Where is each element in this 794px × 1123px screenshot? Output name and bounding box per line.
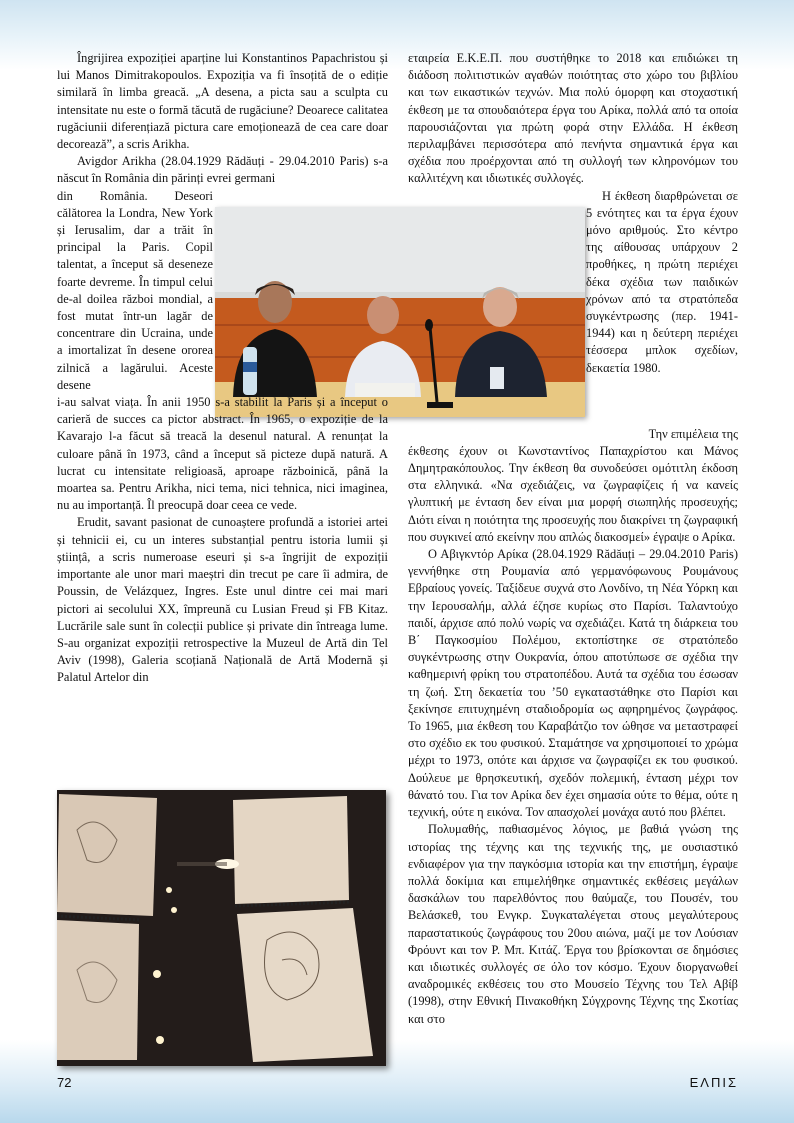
gr-paragraph-2: έκθεσης έχουν οι Κωνσταντίνος Παπαχρίστου και Μάνος Δημητρακόπουλος. Την έκθεση θα συνοδεύσει ομότιτλη έκδοση στα ελληνικά. «Να σχεδιάζεις, να ζωγραφίζεις ή να κανείς γλυπτική με ένταση δεν είναι μια μορφή σιωπηλής προσευχής; Διότι είναι η ποιότητα της προσευχής που διακρίνει τη ζωγραφική που συγκινεί από εκείνην που απλώς διακοσμεί» έγραψε ο Αρίκα. (408, 443, 738, 544)
gr-paragraph-1: εταιρεία Ε.Κ.Ε.Π. που συστήθηκε το 2018 και επιδιώκει τη διάδοση πολιτιστικών αγαθών ποιότητας στο χώρο του βιβλίου και των εικαστικών τεχνών. Μια πολύ όμορφη και στοχαστική έκθεση με τα σπουδαιότερα έργα του Αρίκα, πολλά από τα οποία παρουσιάζονται για πρώτη φορά στην Ελλάδα. Η έκθεση περιλαμβάνει περισσότερα από πενήντα σημαντικά έργα και σχέδια που προέρχονται από τη συλλογή των κληρονόμων του καλλιτέχνη και ιδιωτικές συλλογές. (408, 51, 738, 186)
gr-paragraph-1-wrap: Η έκθεση διαρθρώνεται σε 5 ενότητες και τα έργα έχουν μόνο αριθμούς. Στο κέντρο της αίθουσας υπάρχουν 2 προθήκες, η πρώτη περιέχει δέκα σχέδια των παιδικών χρόνων από τα στρατόπεδα συγκέντρωσης (περ. 1941-1944) και η δεύτερη περιέχει τέσσερα μπλοκ σχεδίων, δεκαετία 1980. (586, 188, 738, 375)
gr-paragraph-2-start: Την επιμέλεια της (648, 426, 738, 441)
sketchbooks-graphic (57, 790, 386, 1066)
magazine-title: ΕΛΠΙΣ (689, 1075, 738, 1090)
photo-wrap-spacer (408, 188, 586, 426)
ro-paragraph-2-wrap: din România. Deseori călătorea la Londra, New York și Ierusalim, dar a trăit în principal la Paris. Copil talentat, a început să deseneze foarte devreme. În timpul celui de-al doilea război mondial, a fost mutat într-un lagăr de concentrare din Ucraina, unde a imortalizat în desene ororea zilnică a lagărului. Aceste desene (57, 188, 213, 392)
ro-paragraph-2-start: Avigdor Arikha (28.04.1929 Rădăuți - 29.04.2010 Paris) s-a născut în România din părinți evrei germani (57, 154, 388, 186)
ro-paragraph-1: Îngrijirea expoziției aparține lui Konstantinos Papachristou și lui Manos Dimitrakopoulos. Expoziția va fi însoțită de o ediție similară în limba greacă. „A desena, a picta sau a sculpta cu intensitate nu este o formă tăcută de rugăciune? Deoarece calitatea rugăciunii diferențiază pictura care emoționează de cea care doar decorează”, a scris Arikha. (57, 51, 388, 152)
gr-paragraph-3: Ο Αβιγκντόρ Αρίκα (28.04.1929 Rădăuți – 29.04.2010 Paris) γεννήθηκε στη Ρουμανία από γερμανόφωνους Ρουμάνους Εβραίους γονείς. Ταξίδευε συχνά στο Λονδίνο, τη Νέα Υόρκη και την Ιερουσαλήμ, αλλά έζησε κυρίως στο Παρίσι. Ταλαντούχο παιδί, άρχισε από πολύ νωρίς να σχεδιάζει. Κατά τη διάρκεια του Β΄ Παγκοσμίου Πολέμου, εκτοπίστηκε σε στρατόπεδο συγκέντρωσης στην Ουκρανία, όπου αποτύπωσε σε σχέδια την καθημερινή φρίκη του στρατοπέδου. Αυτά τα σχέδια του έσωσαν τη ζωή. Στη δεκαετία του ’50 εγκαταστάθηκε στο Παρίσι και ξεκίνησε επιτυχημένη σταδιοδρομία ως αφηρημένος ζωγράφος. Το 1965, μια έκθεση του Καραβάτζιο τον ώθησε να μεταστραφεί στο σχέδιο εκ του φυσικού. Σταμάτησε να χρησιμοποιεί το χρώμα μέχρι το 1973, οπότε και άρχισε να ζωγραφίζει εκ του φυσικού. Δούλευε με θρησκευτική, σχεδόν πολεμική, ένταση μέχρι τον θάνατό του. Για τον Αρίκα δεν έχει σημασία ούτε το θέμα, ούτε η τεχνική, ούτε η εικόνα. Τον απασχολεί μονάχα αυτό που βλέπει. (408, 547, 738, 820)
page-number: 72 (57, 1075, 72, 1090)
greek-column (408, 50, 738, 1028)
ro-paragraph-3: Erudit, savant pasionat de cunoaștere profundă a istoriei artei și tehnicii ei, cu un interes substanțial pentru istoria lumii și științâ, a scris numeroase eseuri și s-a îngrijit de expoziții importante ale unor mari maeștri din trecut pe care îi admira, de Poussin, de Velázquez, Ingres. Este unul dintre cei mai mari pictori ai secolului XX, împreună cu Lusian Freud și FB Kitaz. Lucrările sale sunt în colecții publice și private din întreaga lume. S-au organizat expoziții retrospective la Muzeul de Artă din Tel Aviv (1998), Galeria scoțiană Națională de Artă Modernă și Palatul Artelor din (57, 515, 388, 685)
sketchbooks-photo (57, 790, 386, 1066)
gr-paragraph-4: Πολυμαθής, παθιασμένος λόγιος, με βαθιά γνώση της ιστορίας της τέχνης και της τεχνικής της, με ουσιαστικό ενδιαφέρον για την παγκόσμια ιστορία και την επιστήμη, έγραψε πολλά δοκίμια και επιμελήθηκε σημαντικές εκθέσεις μεγάλων δασκάλων του παρελθόντος που θαύμαζε, του Πουσέν, του Βελάσκεθ, του Ενγκρ. Συγκαταλέγεται στους μεγαλύτερους παραστατικούς ζωγράφους του 20ου αιώνα, μαζί με τον Λούσιαν Φρόυντ και τον Ρ. Μπ. Κιτάζ. Έργα του βρίσκονται σε δημόσιες και ιδιωτικές συλλογές σε όλο τον κόσμο. Έχουν διοργανωθεί αναδρομικές εκθέσεις του στο Μουσείο Τέχνης του Τελ Αβίβ (1998), στην Εθνική Πινακοθήκη Σύγχρονης Τέχνης της Σκοτίας και στο (408, 822, 738, 1026)
ro-paragraph-2-end: i-au salvat viața. În anii 1950 s-a stabilit la Paris și a început o carieră de succes ca pictor abstract. În 1965, o expoziție de la Kavarajo l-a făcut să treacă la desenul natural. A renunțat la culoare până în 1973, când a început să picteze după natură. A lucrat cu intensitate religioasă, aproape războinică, până la moartea sa. Pentru Arikha, nici tema, nici tehnica, nici imaginea, nu au importanță. Îl preocupă doar ceea ce vede. (57, 395, 388, 513)
romanian-column (57, 50, 388, 687)
